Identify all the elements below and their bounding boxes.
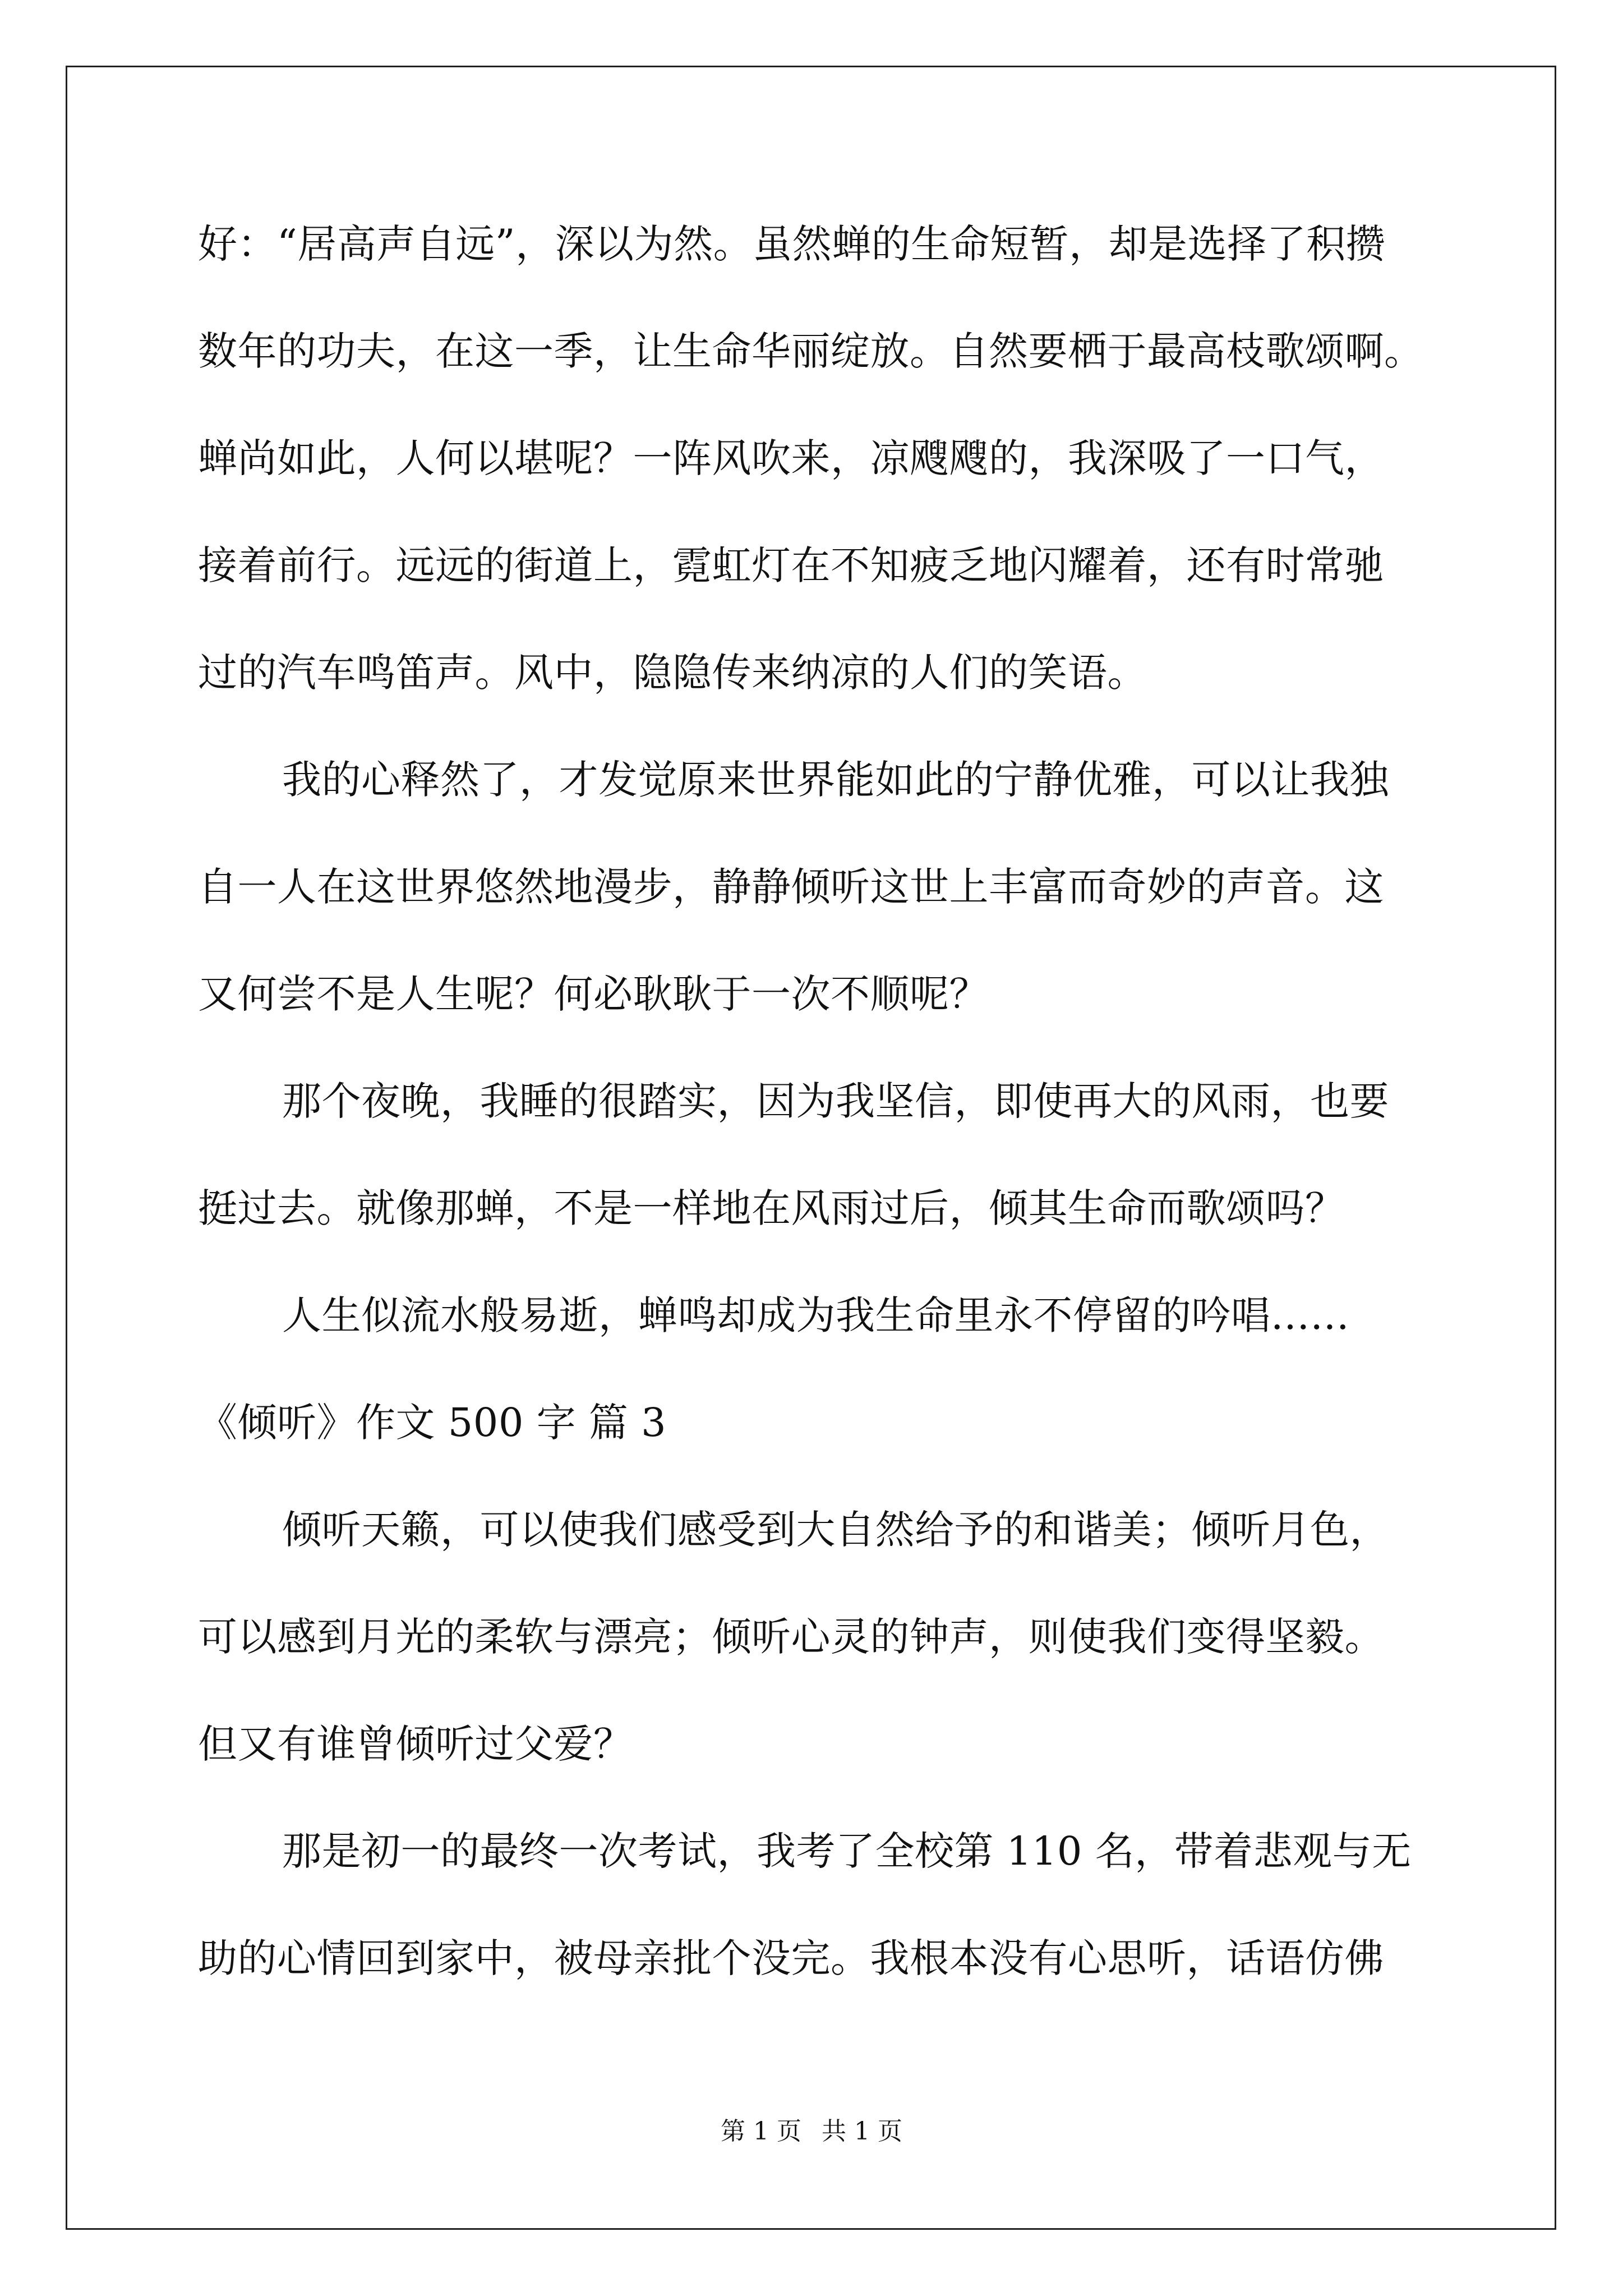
- text-line: 挺过去。就像那蝉，不是一样地在风雨过后，倾其生命而歌颂吗？: [198, 1185, 1345, 1231]
- text-line: 助的心情回到家中，被母亲批个没完。我根本没有心思听，话语仿佛: [198, 1935, 1384, 1981]
- document-body: [198, 210, 1437, 2032]
- page-number: 第 1 页: [721, 2117, 801, 2146]
- paragraph-start-line: 那个夜晚，我睡的很踏实，因为我坚信，即使再大的风雨，也要: [282, 1078, 1389, 1124]
- text-line: 自一人在这世界悠然地漫步，静静倾听这世上丰富而奇妙的声音。这: [198, 864, 1384, 910]
- text-line: 好：“居高声自远”，深以为然。虽然蝉的生命短暂，却是选择了积攒: [198, 221, 1386, 267]
- page-footer: [0, 2115, 1623, 2148]
- paragraph-start-line: 我的心释然了，才发觉原来世界能如此的宁静优雅，可以让我独: [282, 757, 1389, 803]
- paragraph-start-line: 人生似流水般易逝，蝉鸣却成为我生命里永不停留的吟唱……: [282, 1292, 1350, 1338]
- paragraph-start-line: 那是初一的最终一次考试，我考了全校第 110 名，带着悲观与无: [282, 1828, 1412, 1874]
- text-line: 蝉尚如此，人何以堪呢？一阵风吹来，凉飕飕的，我深吸了一口气，: [198, 435, 1384, 481]
- text-line: 数年的功夫，在这一季，让生命华丽绽放。自然要栖于最高枝歌颂啊。: [198, 328, 1424, 374]
- page-total: 共 1 页: [822, 2117, 902, 2146]
- text-line: 接着前行。远远的街道上，霓虹灯在不知疲乏地闪耀着，还有时常驰: [198, 542, 1384, 588]
- paragraph-start-line: 倾听天籁，可以使我们感受到大自然给予的和谐美；倾听月色，: [282, 1507, 1389, 1553]
- text-line: 过的汽车鸣笛声。风中，隐隐传来纳凉的人们的笑语。: [198, 650, 1147, 696]
- text-line: 又何尝不是人生呢？何必耿耿于一次不顺呢？: [198, 971, 989, 1017]
- text-line: 但又有谁曾倾听过父爱？: [198, 1721, 633, 1767]
- text-line: 可以感到月光的柔软与漂亮；倾听心灵的钟声，则使我们变得坚毅。: [198, 1614, 1384, 1660]
- section-heading: 《倾听》作文 500 字 篇 3: [198, 1400, 667, 1446]
